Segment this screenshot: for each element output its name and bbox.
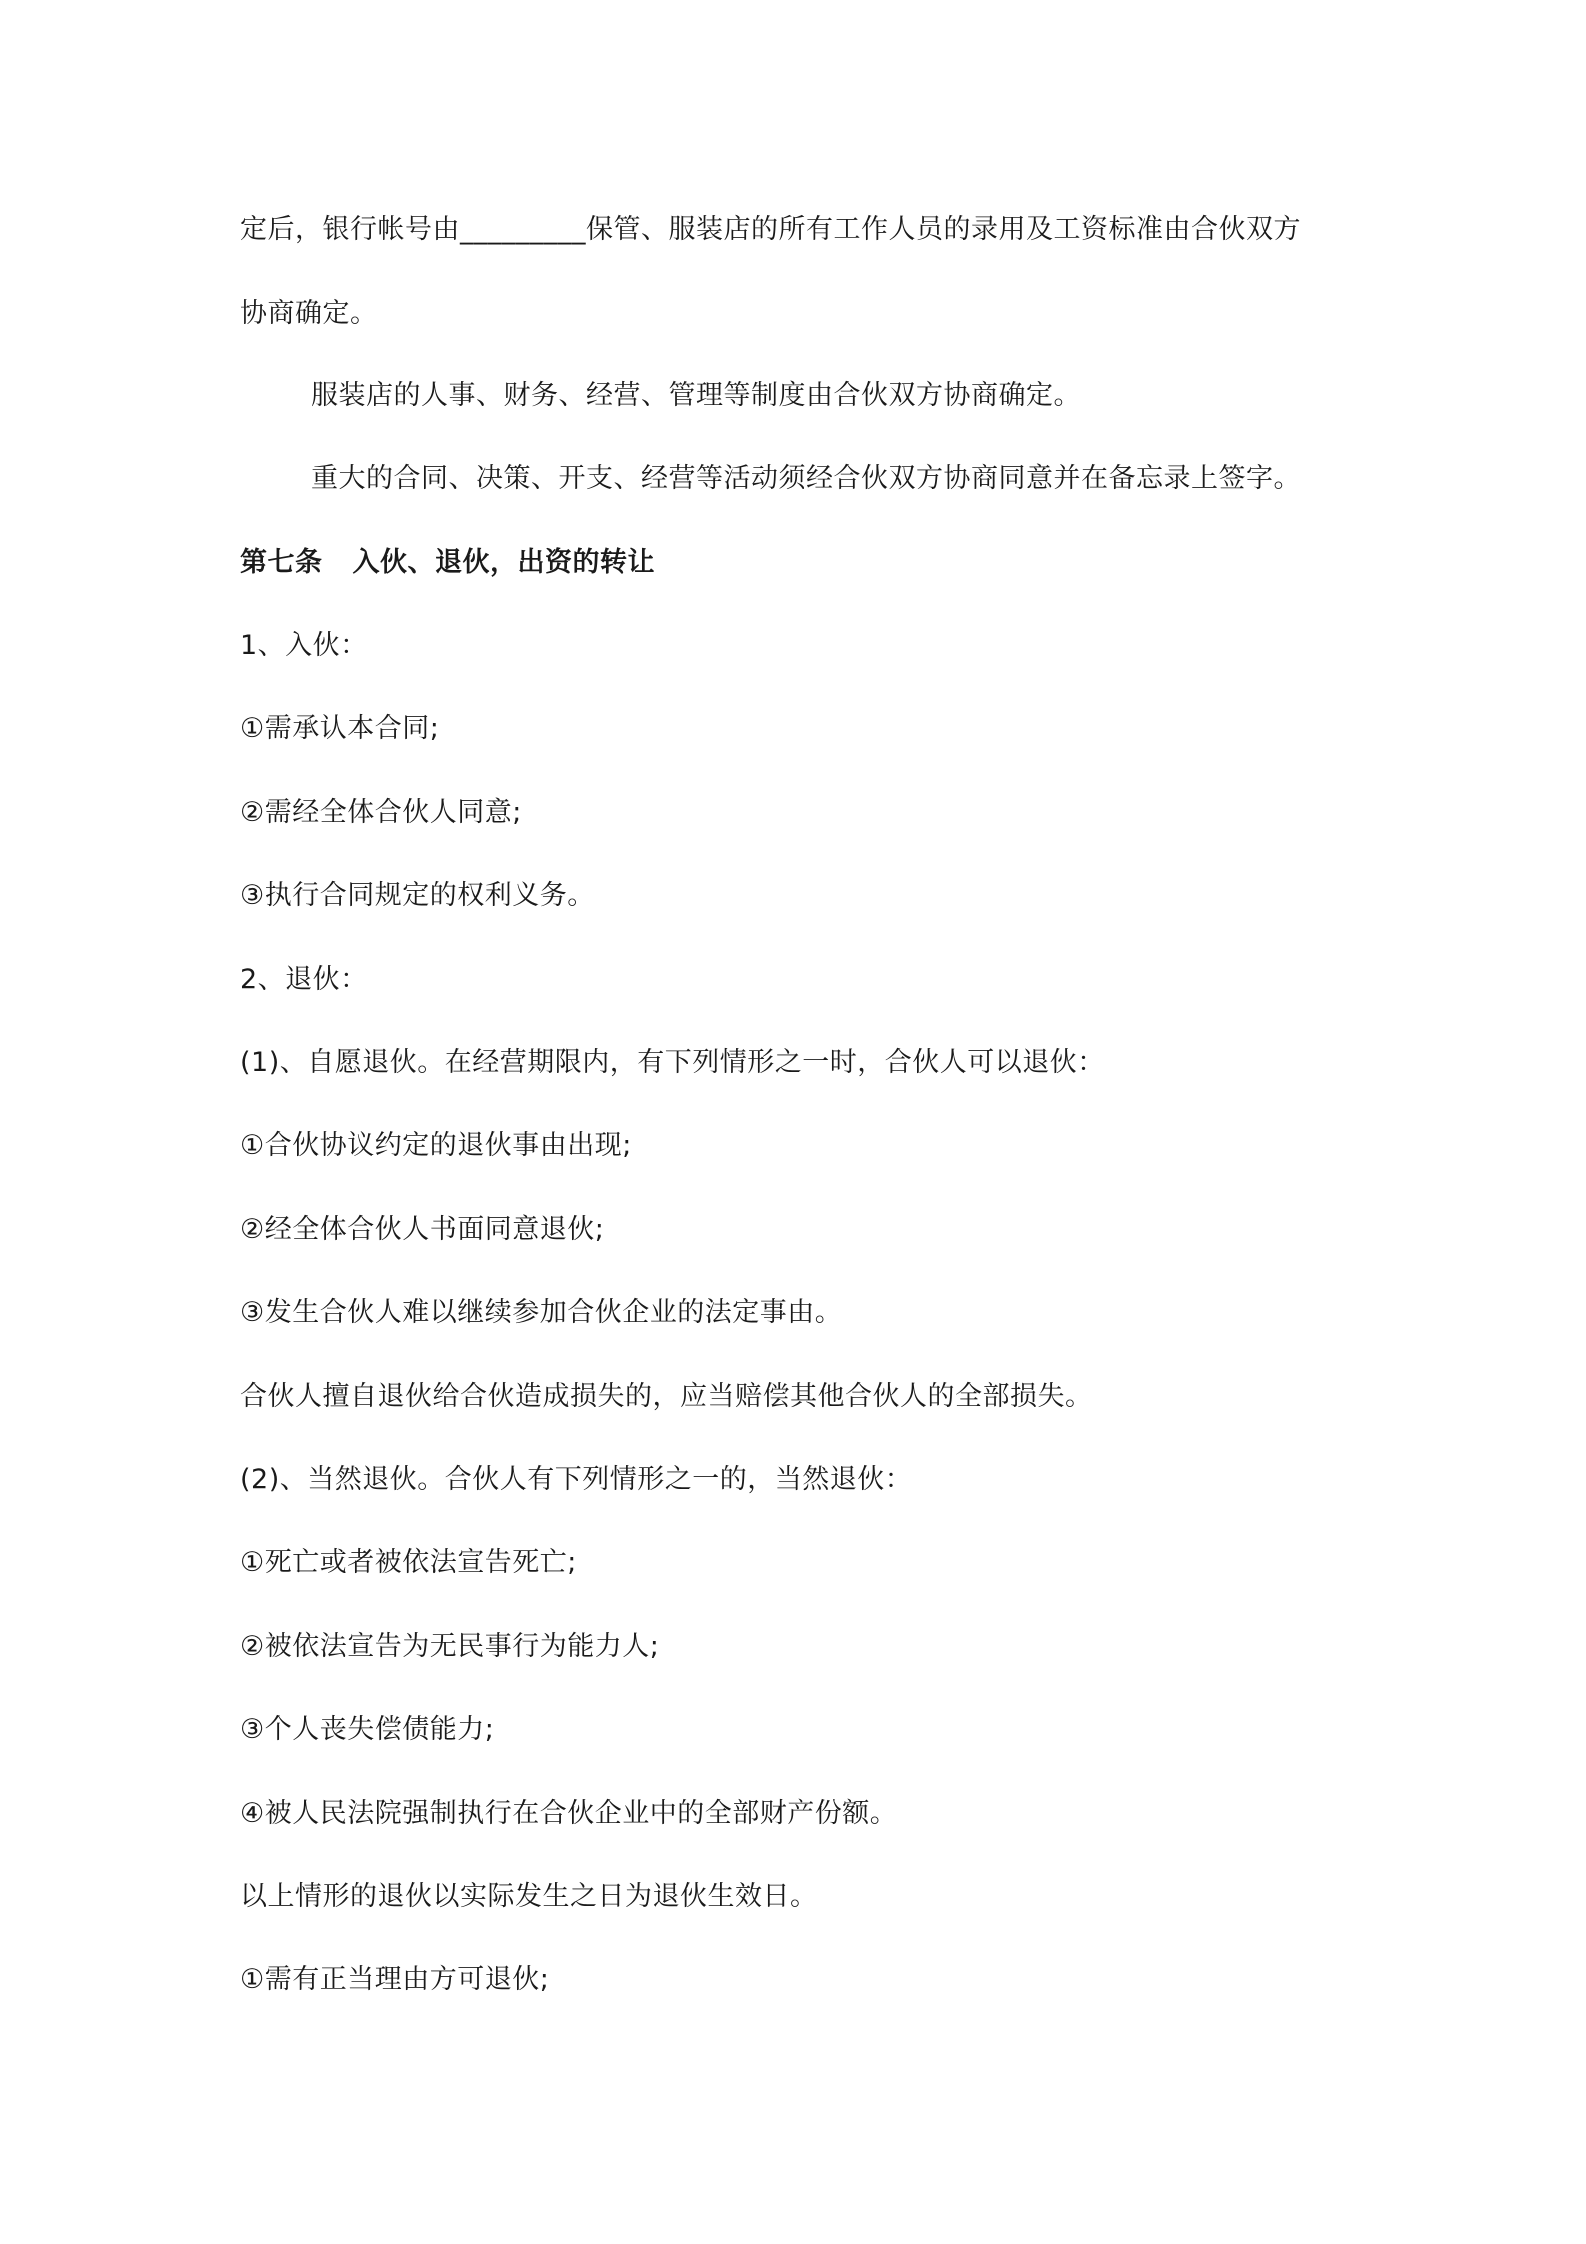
list-item: (2)、当然退伙。合伙人有下列情形之一的，当然退伙： [240, 1464, 913, 1495]
list-item: ③执行合同规定的权利义务。 [240, 880, 595, 911]
list-item: ③发生合伙人难以继续参加合伙企业的法定事由。 [240, 1297, 843, 1328]
paragraph-line: 合伙人擅自退伙给合伙造成损失的，应当赔偿其他合伙人的全部损失。 [240, 1381, 1093, 1412]
list-item: 2、退伙： [240, 964, 368, 995]
list-item: ①需有正当理由方可退伙; [240, 1964, 550, 1995]
list-item: ②经全体合伙人书面同意退伙; [240, 1214, 605, 1245]
list-item: 1、入伙： [240, 630, 368, 661]
article-number: 第七条 [240, 547, 323, 578]
paragraph-line: 重大的合同、决策、开支、经营等活动须经合伙双方协商同意并在备忘录上签字。 [311, 463, 1301, 494]
list-item: ①需承认本合同; [240, 713, 440, 744]
list-item: ②被依法宣告为无民事行为能力人; [240, 1631, 660, 1662]
paragraph-line: 以上情形的退伙以实际发生之日为退伙生效日。 [240, 1881, 818, 1912]
article-title: 入伙、退伙，出资的转让 [352, 547, 655, 578]
paragraph-line: 协商确定。 [240, 298, 378, 329]
list-item: ④被人民法院强制执行在合伙企业中的全部财产份额。 [240, 1798, 898, 1829]
paragraph-line: 服装店的人事、财务、经营、管理等制度由合伙双方协商确定。 [311, 380, 1081, 411]
list-item: ②需经全体合伙人同意; [240, 797, 522, 828]
list-item: ①合伙协议约定的退伙事由出现; [240, 1130, 632, 1161]
list-item: ③个人丧失偿债能力; [240, 1714, 495, 1745]
article-heading [240, 543, 655, 583]
list-item: (1)、自愿退伙。在经营期限内，有下列情形之一时，合伙人可以退伙： [240, 1047, 1105, 1078]
list-item: ①死亡或者被依法宣告死亡; [240, 1547, 577, 1578]
paragraph-line: 定后，银行帐号由_________保管、服装店的所有工作人员的录用及工资标准由合伙双方 [240, 214, 1301, 245]
